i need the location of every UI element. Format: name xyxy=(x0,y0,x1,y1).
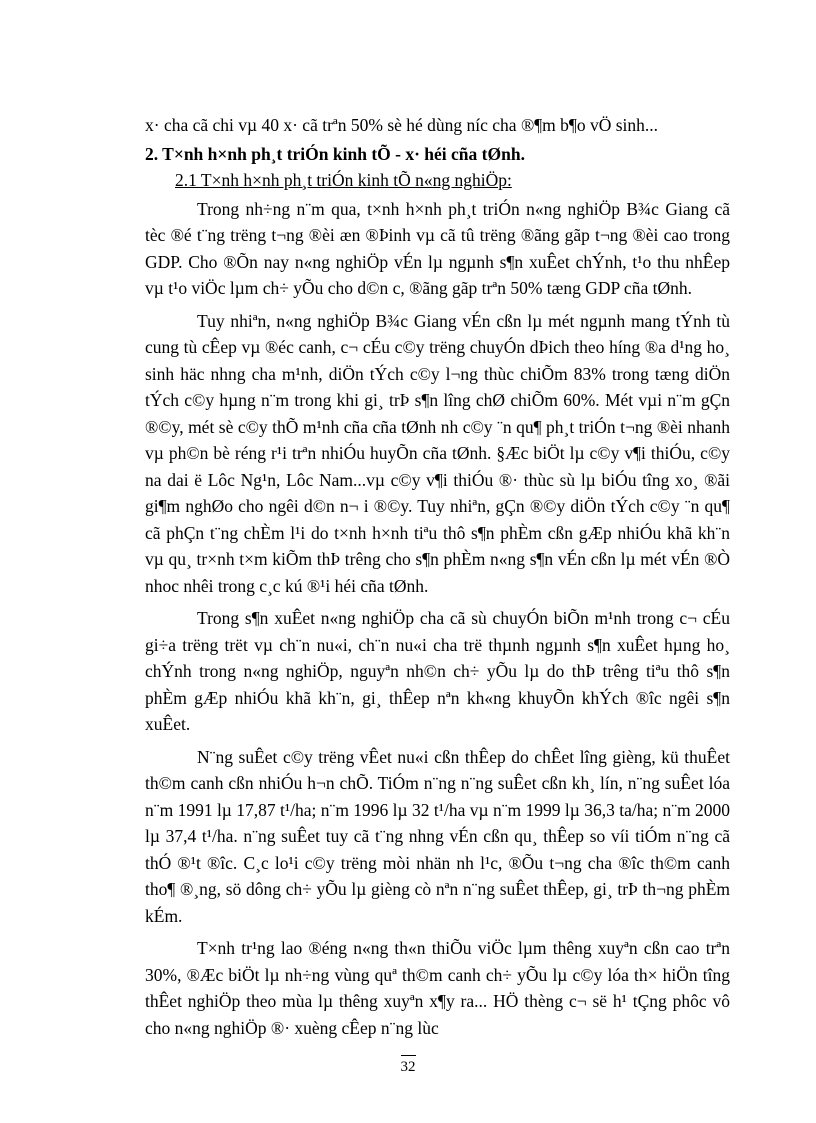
subsection-heading: 2.1 T×nh h×nh ph¸t triÓn kinh tÕ n«ng nghiÖp: xyxy=(175,170,512,190)
page-footer xyxy=(0,1055,816,1076)
page-number: 32 xyxy=(401,1055,416,1076)
paragraph: Tuy nhiªn, n«ng nghiÖp B¾c Giang vÉn cßn lµ mét ngµnh mang tÝnh tù cung tù cÊep vµ ®éc canh, c¬ cÉu c©y trëng chuyÓn dÞich theo híng ®a d¹ng ho¸ sinh häc nhng cha m¹nh, diÖn tÝch c©y l¬ng thùc chiÕm 83% trong tæng diÖn tÝch c©y hµng n¨m trong khi gi¸ trÞ s¶n lîng chØ chiÕm 60%. Mét vµi n¨m gÇn ®©y, mét sè c©y thÕ m¹nh cña cña tØnh nh c©y ¨n qu¶ ph¸t triÓn t¬ng ®èi nhanh vµ ph©n bè réng r¹i trªn nhiÓu huyÕn cña tØnh. §Æc biÖt lµ c©y v¶i thiÓu, c©y na dai ë Lôc Ng¹n, Lôc Nam...vµ c©y v¶i thiÓu ®· thùc sù lµ biÓu tîng xo¸ ®ãi gi¶m nghØo cho ngêi d©n n¬ i ®©y. Tuy nhiªn, gÇn ®©y diÖn tÝch c©y ¨n qu¶ cã phÇn t¨ng chÈm l¹i do t×nh h×nh tiªu thô s¶n phÈm cßn gÆp nhiÓu khã kh¨n vµ qu¸ tr×nh t×m kiÕm thÞ trêng cho s¶n phÈm n«ng s¶n vÉn cßn lµ mét vÉn ®Ò nhoc nhêi trong c¸c kú ®¹i héi cña tØnh. xyxy=(145,310,730,596)
paragraph: Trong s¶n xuÊet n«ng nghiÖp cha cã sù chuyÓn biÕn m¹nh trong c¬ cÉu gi÷a trëng trët vµ ch¨n nu«i, ch¨n nu«i cha trë thµnh ngµnh s¶n xuÊet hµng ho¸ chÝnh trong n«ng nghiÖp, nguyªn nh©n ch÷ yÕu lµ do thÞ trêng tiªu thô s¶n phÈm gÆp nhiÓu khã kh¨n, gi¸ thÊep nªn kh«ng khuyÕn khÝch ®îc ngêi s¶n xuÊet. xyxy=(145,608,730,734)
paragraph: Trong nh÷ng n¨m qua, t×nh h×nh ph¸t triÓn n«ng nghiÖp B¾c Giang cã tèc ®é t¨ng trëng t¬ng ®èi æn ®Þinh vµ cã tû trëng ®ãng gãp t¬ng ®èi cao trong GDP. Cho ®Õn nay n«ng nghiÖp vÉn lµ ngµnh s¶n xuÊet chÝnh, t¹o thu nhÊep vµ t¹o viÖc lµm ch÷ yÕu cho d©n c, ®ãng gãp trªn 50% tæng GDP cña tØnh. xyxy=(145,198,730,298)
section-heading: 2. T×nh h×nh ph¸t triÓn kinh tÕ - x· héi cña tØnh. xyxy=(145,143,525,164)
paragraph: T×nh tr¹ng lao ®éng n«ng th«n thiÕu viÖc lµm thêng xuyªn cßn cao trªn 30%, ®Æc biÖt lµ nh÷ng vùng quª th©m canh ch÷ yÕu lµ c©y lóa th× hiÖn tîng thÊet nghiÖp theo mùa lµ thêng xuyªn x¶y ra... HÖ thèng c¬ së h¹ tÇng phôc vô cho n«ng nghiÖp ®· xuèng cÊep n¨ng lùc xyxy=(145,938,730,1038)
paragraph: N¨ng suÊet c©y trëng vÊet nu«i cßn thÊep do chÊet lîng gièng, kü thuÊet th©m canh cßn nhiÓu h¬n chÕ. TiÓm n¨ng n¨ng suÊet cßn kh¸ lín, n¨ng suÊet lóa n¨m 1991 lµ 17,87 t¹/ha; n¨m 1996 lµ 32 t¹/ha vµ n¨m 1999 lµ 36,3 ta/ha; n¨m 2000 lµ 37,4 t¹/ha. n¨ng suÊet tuy cã t¨ng nhng vÉn cßn qu¸ thÊep so víi tiÓm n¨ng cã thÓ ®¹t ®îc. C¸c lo¹i c©y trëng mòi nhän nh l¹c, ®Õu t¬ng cha ®îc th©m canh tho¶ ®¸ng, sö dông ch÷ yÕu lµ gièng cò nªn n¨ng suÊet thÊep, gi¸ trÞ th¬ng phÈm kÉm. xyxy=(145,746,731,926)
continuation-text: x· cha cã chi vµ 40 x· cã trªn 50% sè hé dùng níc cha ®¶m b¶o vÖ sinh... xyxy=(145,115,659,135)
document-body xyxy=(145,112,730,1041)
